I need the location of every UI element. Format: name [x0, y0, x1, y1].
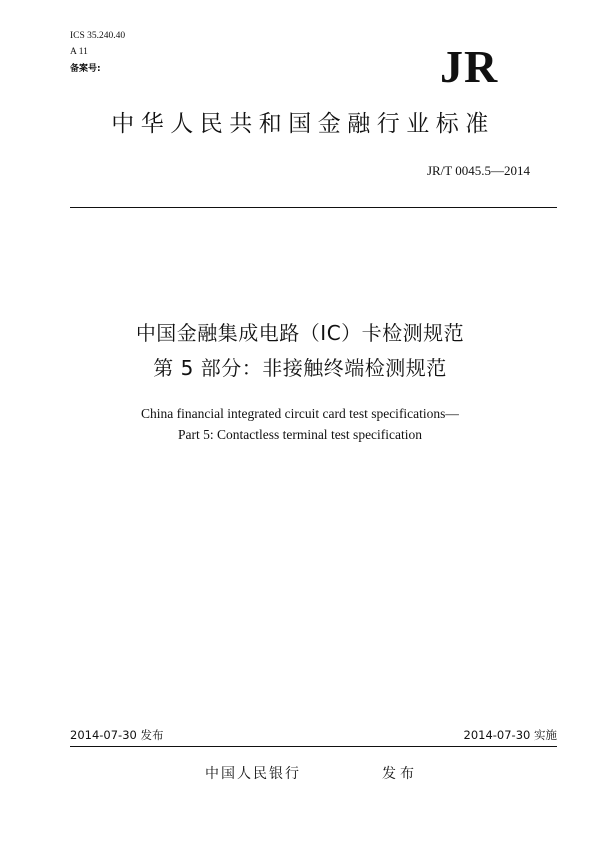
standard-number: JR/T 0045.5—2014 — [426, 163, 530, 178]
record-number-label: 备案号: — [70, 64, 101, 74]
top-divider — [70, 207, 557, 208]
publish-date: 2014-07-30 发布 — [70, 728, 164, 742]
title-chinese-line-2: 第 5 部分：非接触终端检测规范 — [153, 356, 447, 380]
bottom-divider — [70, 746, 557, 747]
jr-logo: JR — [440, 41, 499, 92]
ics-code: ICS 35.240.40 — [70, 31, 126, 41]
classification-code: A 11 — [70, 47, 88, 57]
standard-heading: 中华人民共和国金融行业标准 — [111, 111, 495, 137]
title-english-line-2: Part 5: Contactless terminal test specification — [177, 427, 423, 442]
issuing-authority: 中国人民银行 — [205, 766, 301, 782]
title-english-line-1: China financial integrated circuit card test specifications— — [141, 406, 459, 421]
implementation-date: 2014-07-30 实施 — [463, 728, 557, 742]
title-chinese-line-1: 中国金融集成电路（IC）卡检测规范 — [135, 321, 465, 345]
issued-label: 发布 — [382, 766, 418, 782]
